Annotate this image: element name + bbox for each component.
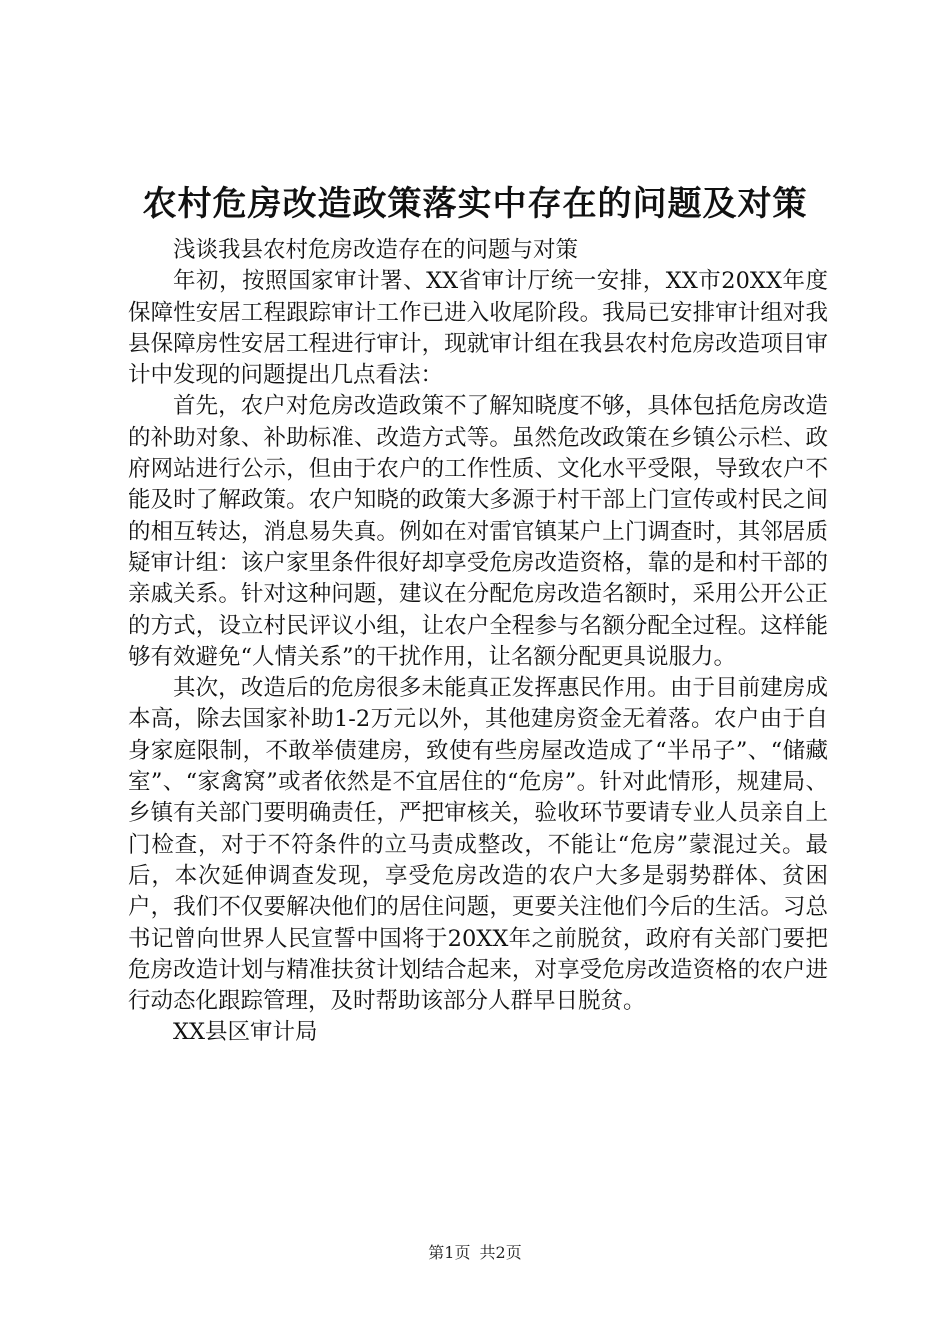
document-subtitle: 浅谈我县农村危房改造存在的问题与对策 xyxy=(173,237,579,263)
page-total: 共2页 xyxy=(479,1243,522,1262)
paragraph-intro: 年初，按照国家审计署、XX省审计厅统一安排，XX市20XX年度保障性安居工程跟踪审计工作已进入收尾阶段。我局已安排审计组对我县保障房性安居工程进行审计，现就审计组在我县农村危房改造项目审计中发现的问题提出几点看法： xyxy=(128,268,828,389)
paragraph-second-issue: 其次，改造后的危房很多未能真正发挥惠民作用。由于目前建房成本高，除去国家补助1-2万元以外，其他建房资金无着落。农户由于自身家庭限制，不敢举债建房，致使有些房屋改造成了“半吊子”、“储藏室”、“家禽窝”或者依然是不宜居住的“危房”。针对此情形，规建局、乡镇有关部门要明确责任，严把审核关，验收环节要请专业人员亲自上门检查，对于不符条件的立马责成整改，不能让“危房”蒙混过关。最后，本次延伸调查发现，享受危房改造的农户大多是弱势群体、贫困户，我们不仅要解决他们的居住问题，更要关注他们今后的生活。习总书记曾向世界人民宣誓中国将于20XX年之前脱贫，政府有关部门要把危房改造计划与精准扶贫计划结合起来，对享受危房改造资格的农户进行动态化跟踪管理，及时帮助该部分人群早日脱贫。 xyxy=(128,675,828,1015)
page-footer xyxy=(0,1242,950,1264)
paragraph-first-issue: 首先，农户对危房改造政策不了解知晓度不够，具体包括危房改造的补助对象、补助标准、改造方式等。虽然危改政策在乡镇公示栏、政府网站进行公示，但由于农户的工作性质、文化水平受限，导致农户不能及时了解政策。农户知晓的政策大多源于村干部上门宣传或村民之间的相互转达，消息易失真。例如在对雷官镇某户上门调查时，其邻居质疑审计组：该户家里条件很好却享受危房改造资格，靠的是和村干部的亲戚关系。针对这种问题，建议在分配危房改造名额时，采用公开公正的方式，设立村民评议小组，让农户全程参与名额分配全过程。这样能够有效避免“人情关系”的干扰作用，让名额分配更具说服力。 xyxy=(128,393,828,670)
document-body xyxy=(128,235,828,1049)
page-number: 第1页 xyxy=(428,1243,471,1262)
document-title: 农村危房改造政策落实中存在的问题及对策 xyxy=(142,184,808,224)
document-signature: XX县区审计局 xyxy=(173,1019,318,1046)
